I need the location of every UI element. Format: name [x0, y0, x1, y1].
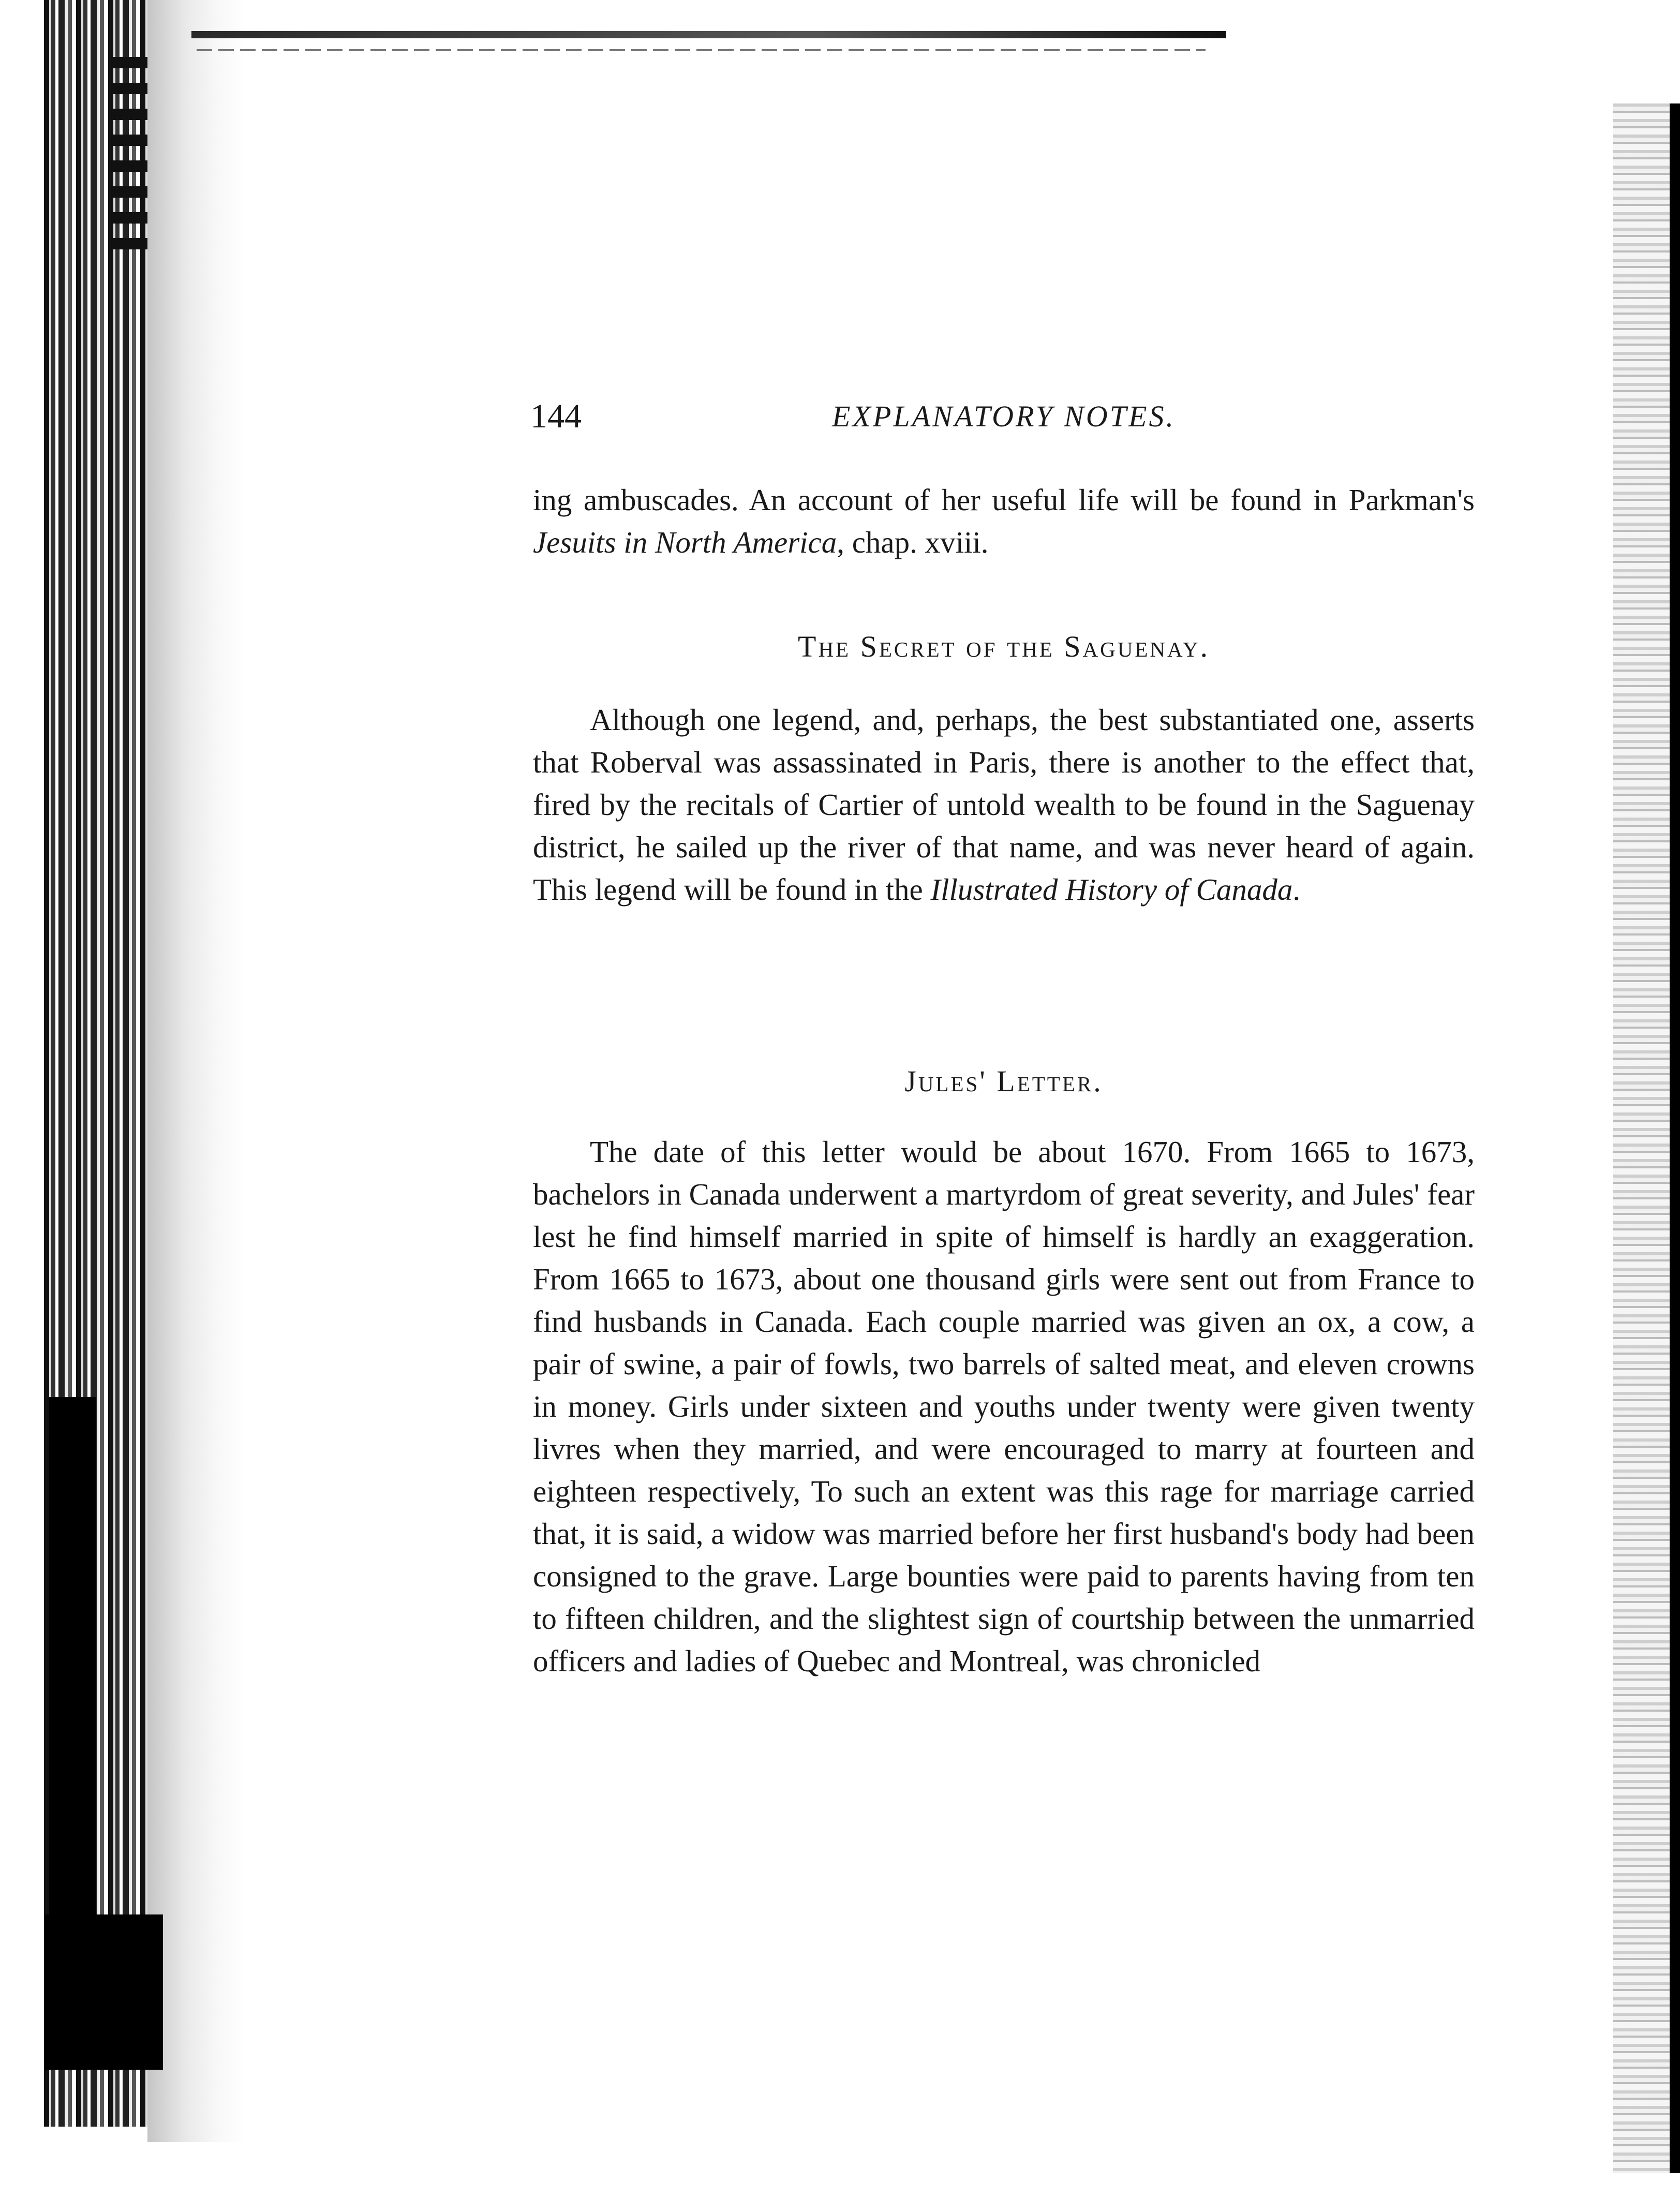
continuation-paragraph [533, 479, 1475, 563]
scan-top-rule-thin [197, 49, 1206, 51]
scan-right-edge [1670, 103, 1680, 2173]
section-heading-saguenay: The Secret of the Saguenay. [798, 630, 1210, 663]
running-head [530, 393, 1477, 440]
saguenay-body-before: Although one legend, and, perhaps, the best substantiated one, asserts that Roberval was assassinated in Paris, there is another to the effect that, fired by the recitals of Cartier of untold wealth to be found in the Saguenay district, he sailed up the river of that name, and was never heard of again. This legend will be found in the [533, 703, 1475, 907]
scan-binding-fade [147, 0, 246, 2142]
continuation-book-title: Jesuits in North America [533, 525, 837, 559]
saguenay-book-title: Illustrated History of Canada [930, 872, 1293, 907]
section-heading-jules-letter: Jules' Letter. [904, 1064, 1103, 1098]
scan-binding-dark-strip [49, 1397, 96, 1914]
scan-binding-dark-block [44, 1914, 163, 2070]
continuation-text-before: ing ambuscades. An account of her useful life will be found in Parkman's [533, 483, 1475, 517]
section-body-jules-letter [533, 1131, 1475, 1682]
scan-top-rule [191, 31, 1226, 38]
saguenay-paragraph [533, 699, 1475, 911]
continuation-text-after: , chap. xviii. [837, 525, 989, 559]
page-number: 144 [530, 397, 582, 435]
scan-binding-marks [109, 57, 147, 254]
scan-right-edge-texture [1613, 103, 1670, 2173]
jules-letter-paragraph: The date of this letter would be about 1670. From 1665 to 1673, bachelors in Canada underwent a martyrdom of great severity, and Jules' fear lest he find himself married in spite of himself is hardly an exaggeration. From 1665 to 1673, about one thousand girls were sent out from France to find husbands in Canada. Each couple married was given an ox, a cow, a pair of swine, a pair of fowls, two barrels of salted meat, and eleven crowns in money. Girls under sixteen and youths under twenty were given twenty livres when they married, and were encouraged to marry at fourteen and eighteen respectively, To such an extent was this rage for marriage carried that, it is said, a widow was married before her first husband's body had been consigned to the grave. Large bounties were paid to parents having from ten to fifteen children, and the slightest sign of courtship between the unmarried officers and ladies of Quebec and Montreal, was chronicled [533, 1135, 1475, 1678]
saguenay-body-after: . [1292, 872, 1301, 907]
section-body-saguenay [533, 699, 1475, 911]
continuation-text [533, 479, 1475, 563]
running-title: EXPLANATORY NOTES. [832, 399, 1176, 433]
